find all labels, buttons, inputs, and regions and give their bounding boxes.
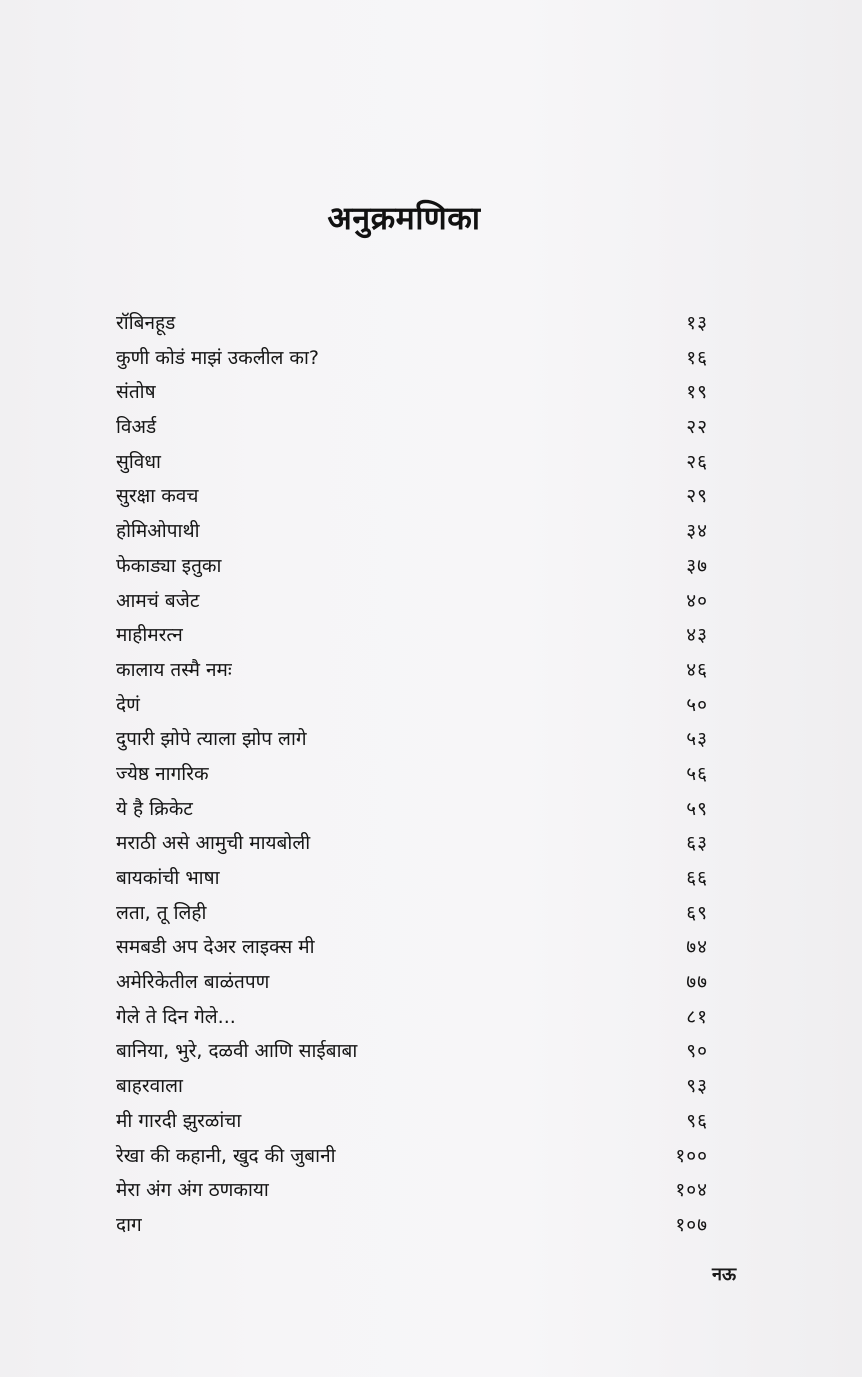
toc-entry-title: ये है क्रिकेट [116,797,193,820]
toc-entry [116,618,708,653]
toc-entry-title: होमिओपाथी [116,520,200,543]
toc-entry [116,1208,708,1243]
toc-entry [116,861,708,896]
toc-entry-title: ज्येष्ठ नागरिक [116,762,209,785]
toc-entry [116,584,708,619]
toc-entry-page: ९० [686,1040,708,1063]
toc-entry-page: १३ [686,312,708,334]
toc-entry [116,757,708,792]
toc-entry-title: दुपारी झोपे त्याला झोप लागे [116,728,307,751]
toc-entry-page: २२ [686,416,708,439]
toc-entry [116,1000,708,1035]
toc-entry-title: कालाय तस्मै नमः [116,658,232,681]
toc-entry-title: दाग [116,1213,142,1236]
toc-entry-title: गेले ते दिन गेले... [116,1005,236,1028]
toc-entry-page: १०० [675,1144,708,1167]
toc-entry-page: ७४ [686,936,708,959]
toc-entry-page: ३४ [686,520,708,543]
toc-entry [116,826,708,861]
toc-entry-title: रेखा की कहानी, खुद की जुबानी [116,1144,336,1167]
toc-entry [116,1104,708,1139]
toc-entry-title: मेरा अंग अंग ठणकाया [116,1179,269,1202]
toc-entry [116,1034,708,1069]
toc-entry [116,341,708,376]
toc-entry-title: समबडी अप देअर लाइक्स मी [116,936,315,959]
toc-entry-page: ५० [686,693,708,716]
toc-entry-page: ९३ [686,1075,708,1098]
page-number: नऊ [712,1264,737,1285]
toc-entry-page: २९ [686,485,708,508]
toc-entry-page: १६ [686,346,708,369]
toc-entry-title: कुणी कोडं माझं उकलील का? [116,346,320,369]
toc-entry-title: सुरक्षा कवच [116,485,199,508]
toc-entry [116,410,708,445]
toc-entry-page: ५३ [686,728,708,751]
toc-entry [116,1173,708,1208]
toc-entry [116,375,708,410]
toc-entry [116,653,708,688]
toc-entry-page: १९ [686,381,708,404]
toc-entry-title: विअर्ड [116,416,157,439]
toc-entry-page: ६३ [686,832,708,855]
toc-entry-title: मराठी असे आमुची मायबोली [116,832,311,855]
toc-entry-title: सुविधा [116,450,161,473]
toc-entry-title: संतोष [116,381,156,404]
toc-entry-page: २६ [686,450,708,473]
toc-entry-page: ७७ [686,971,708,994]
toc-entry-title: बानिया, भुरे, दळवी आणि साईबाबा [116,1040,358,1063]
toc-entry [116,930,708,965]
toc-entry-title: बायकांची भाषा [116,867,220,889]
toc-entry [116,445,708,480]
toc-entry-title: देणं [116,693,140,716]
toc-entry-page: १०७ [675,1213,708,1236]
table-of-contents [116,306,708,1243]
toc-entry-title: लता, तू लिही [116,901,207,924]
toc-entry-page: ८१ [686,1005,708,1028]
toc-entry-page: ४० [686,589,708,612]
toc-entry-page: ४६ [686,658,708,681]
toc-entry-title: अमेरिकेतील बाळंतपण [116,971,270,994]
toc-entry [116,1139,708,1174]
toc-entry [116,896,708,931]
toc-entry-page: ६६ [686,867,708,889]
toc-entry-page: ९६ [686,1109,708,1132]
toc-entry [116,965,708,1000]
toc-entry-title: मी गारदी झुरळांचा [116,1109,242,1132]
toc-entry-title: फेकाड्या इतुका [116,554,222,577]
toc-entry-title: माहीमरत्न [116,624,183,647]
toc-entry-page: १०४ [675,1179,708,1202]
toc-entry [116,306,708,341]
toc-entry [116,688,708,723]
toc-entry [116,1069,708,1104]
toc-entry [116,792,708,827]
page-title: अनुक्रमणिका [327,199,481,237]
toc-entry-title: रॉबिनहूड [116,312,176,334]
toc-entry-title: बाहरवाला [116,1075,183,1098]
toc-entry-page: ३७ [686,554,708,577]
toc-entry-page: ५६ [686,762,708,785]
toc-entry [116,514,708,549]
toc-entry-title: आमचं बजेट [116,589,200,612]
toc-entry-page: ६९ [686,901,708,924]
toc-entry [116,722,708,757]
toc-entry-page: ५९ [686,797,708,820]
toc-entry [116,479,708,514]
toc-entry-page: ४३ [686,624,708,647]
toc-entry [116,549,708,584]
